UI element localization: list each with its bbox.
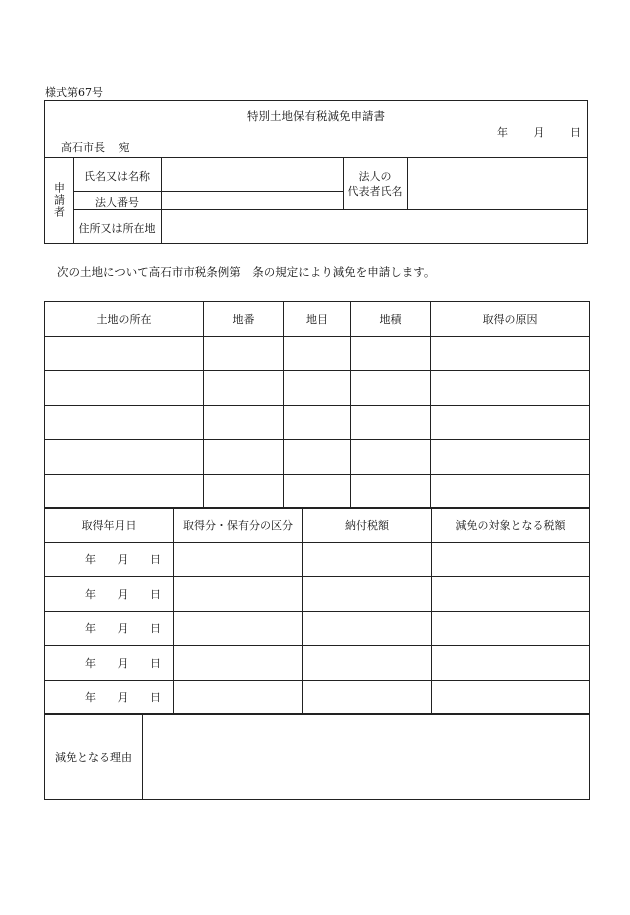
table-row (45, 611, 590, 646)
table-header-row (45, 302, 590, 337)
reduction-amount-cell[interactable] (432, 542, 590, 577)
location-cell[interactable] (45, 440, 204, 475)
acquisition-date-cell[interactable]: 年 月 日 (45, 577, 174, 612)
land-category-cell[interactable] (284, 405, 351, 440)
application-statement: 次の土地について高石市市税条例第 条の規定により減免を申請します。 (57, 265, 436, 279)
land-category-cell[interactable] (284, 474, 351, 509)
column-header-classification: 取得分・保有分の区分 (174, 508, 303, 543)
classification-cell[interactable] (174, 577, 303, 612)
reduction-amount-cell[interactable] (432, 577, 590, 612)
area-cell[interactable] (351, 405, 431, 440)
column-header-acquisition-cause: 取得の原因 (431, 302, 590, 337)
addressee: 高石市長 宛 (61, 141, 130, 154)
acquisition-date-cell[interactable]: 年 月 日 (45, 646, 174, 681)
area-cell[interactable] (351, 371, 431, 406)
column-header-land-category: 地目 (284, 302, 351, 337)
corporate-number-field[interactable] (162, 192, 342, 209)
column-header-lot-number: 地番 (204, 302, 284, 337)
tax-paid-cell[interactable] (303, 680, 432, 715)
column-header-area: 地積 (351, 302, 431, 337)
reduction-amount-cell[interactable] (432, 680, 590, 715)
form-title: 特別土地保有税減免申請書 (247, 109, 385, 123)
acquisition-cause-cell[interactable] (431, 474, 590, 509)
area-cell[interactable] (351, 336, 431, 371)
reduction-amount-cell[interactable] (432, 611, 590, 646)
acquisition-cause-cell[interactable] (431, 405, 590, 440)
tax-paid-cell[interactable] (303, 542, 432, 577)
classification-cell[interactable] (174, 542, 303, 577)
name-field[interactable] (162, 158, 342, 191)
applicant-section-label: 申請者 (52, 182, 66, 218)
name-label: 氏名又は名称 (84, 170, 150, 183)
form-number: 様式第67号 (45, 86, 103, 99)
table-row (45, 646, 590, 681)
acquisition-date-cell[interactable]: 年 月 日 (45, 611, 174, 646)
classification-cell[interactable] (174, 611, 303, 646)
table-row (45, 680, 590, 715)
lot-number-cell[interactable] (204, 474, 284, 509)
corporate-number-label: 法人番号 (95, 196, 139, 209)
reduction-amount-cell[interactable] (432, 646, 590, 681)
location-cell[interactable] (45, 336, 204, 371)
classification-cell[interactable] (174, 646, 303, 681)
acquisition-date-cell[interactable]: 年 月 日 (45, 542, 174, 577)
application-header-box (44, 100, 588, 244)
acquisition-cause-cell[interactable] (431, 336, 590, 371)
table-row (45, 405, 590, 440)
lot-number-cell[interactable] (204, 405, 284, 440)
lot-number-cell[interactable] (204, 440, 284, 475)
table-row (45, 714, 590, 800)
table-row (45, 577, 590, 612)
table-row (45, 474, 590, 509)
column-header-tax-paid: 納付税額 (303, 508, 432, 543)
reason-field[interactable] (143, 714, 590, 800)
lot-number-cell[interactable] (204, 371, 284, 406)
tax-paid-cell[interactable] (303, 611, 432, 646)
address-field[interactable] (162, 210, 588, 243)
representative-name-field[interactable] (408, 158, 588, 209)
address-label: 住所又は所在地 (78, 222, 156, 235)
application-date[interactable]: 年 月 日 (497, 126, 581, 139)
acquisition-cause-cell[interactable] (431, 440, 590, 475)
acquisition-cause-cell[interactable] (431, 371, 590, 406)
area-cell[interactable] (351, 440, 431, 475)
acquisition-tax-table (44, 507, 590, 715)
column-header-reduction-amount: 減免の対象となる税額 (432, 508, 590, 543)
column-header-acquisition-date: 取得年月日 (45, 508, 174, 543)
location-cell[interactable] (45, 474, 204, 509)
table-header-row (45, 508, 590, 543)
column-header-location: 土地の所在 (45, 302, 204, 337)
tax-paid-cell[interactable] (303, 577, 432, 612)
table-row (45, 336, 590, 371)
reason-table (44, 713, 590, 800)
area-cell[interactable] (351, 474, 431, 509)
table-row (45, 371, 590, 406)
representative-label-line1: 法人の (358, 170, 392, 183)
land-category-cell[interactable] (284, 336, 351, 371)
lot-number-cell[interactable] (204, 336, 284, 371)
location-cell[interactable] (45, 371, 204, 406)
classification-cell[interactable] (174, 680, 303, 715)
acquisition-date-cell[interactable]: 年 月 日 (45, 680, 174, 715)
table-row (45, 440, 590, 475)
representative-label-line2: 代表者氏名 (347, 185, 403, 198)
tax-paid-cell[interactable] (303, 646, 432, 681)
reason-label: 減免となる理由 (45, 714, 143, 800)
table-row (45, 542, 590, 577)
land-category-cell[interactable] (284, 440, 351, 475)
land-table (44, 301, 590, 509)
location-cell[interactable] (45, 405, 204, 440)
land-category-cell[interactable] (284, 371, 351, 406)
